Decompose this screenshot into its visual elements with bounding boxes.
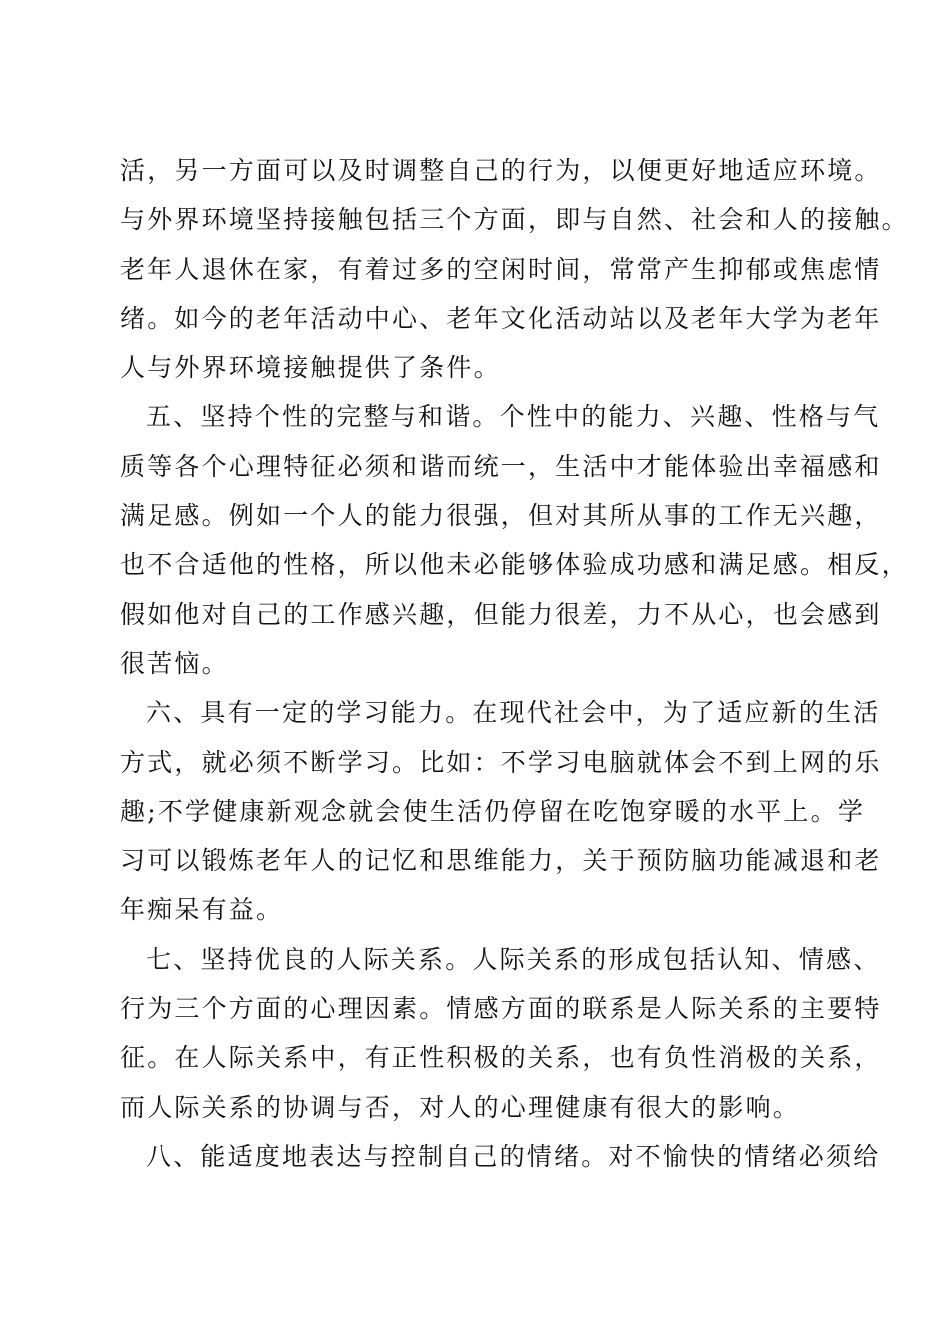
text-line: 行为三个方面的心理因素。情感方面的联系是人际关系的主要特 bbox=[120, 994, 882, 1024]
paragraph-heading-line: 五、坚持个性的完整与和谐。个性中的能力、兴趣、性格与气 bbox=[146, 402, 881, 432]
text-line: 而人际关系的协调与否，对人的心理健康有很大的影响。 bbox=[120, 1092, 801, 1122]
text-line: 质等各个心理特征必须和谐而统一，生活中才能体验出幸福感和 bbox=[120, 451, 882, 481]
text-line: 年痴呆有益。 bbox=[120, 895, 284, 925]
paragraph-heading-line: 七、坚持优良的人际关系。人际关系的形成包括认知、情感、 bbox=[146, 944, 881, 974]
paragraph-heading-line: 六、具有一定的学习能力。在现代社会中，为了适应新的生活 bbox=[146, 698, 881, 728]
paragraph-heading-line: 八、能适度地表达与控制自己的情绪。对不愉快的情绪必须给 bbox=[146, 1141, 881, 1171]
text-line: 老年人退休在家，有着过多的空闲时间，常常产生抑郁或焦虑情 bbox=[120, 254, 882, 284]
text-line: 趣;不学健康新观念就会使生活仍停留在吃饱穿暖的水平上。学 bbox=[120, 796, 866, 826]
text-line: 也不合适他的性格，所以他未必能够体验成功感和满足感。相反， bbox=[120, 550, 909, 580]
text-line: 征。在人际关系中，有正性积极的关系，也有负性消极的关系， bbox=[120, 1043, 882, 1073]
body-text bbox=[120, 146, 909, 1181]
text-line: 活，另一方面可以及时调整自己的行为，以便更好地适应环境。 bbox=[120, 156, 882, 185]
text-line: 与外界环境坚持接触包括三个方面，即与自然、社会和人的接触。 bbox=[120, 205, 909, 235]
text-line: 方式，就必须不断学习。比如：不学习电脑就体会不到上网的乐 bbox=[120, 747, 882, 777]
text-line: 假如他对自己的工作感兴趣，但能力很差，力不从心，也会感到 bbox=[120, 599, 882, 629]
text-line: 满足感。例如一个人的能力很强，但对其所从事的工作无兴趣， bbox=[120, 501, 882, 531]
text-line: 绪。如今的老年活动中心、老年文化活动站以及老年大学为老年 bbox=[120, 303, 882, 333]
text-line: 人与外界环境接触提供了条件。 bbox=[120, 353, 501, 383]
text-line: 很苦恼。 bbox=[120, 648, 229, 678]
text-line: 习可以锻炼老年人的记忆和思维能力，关于预防脑功能减退和老 bbox=[120, 846, 882, 876]
